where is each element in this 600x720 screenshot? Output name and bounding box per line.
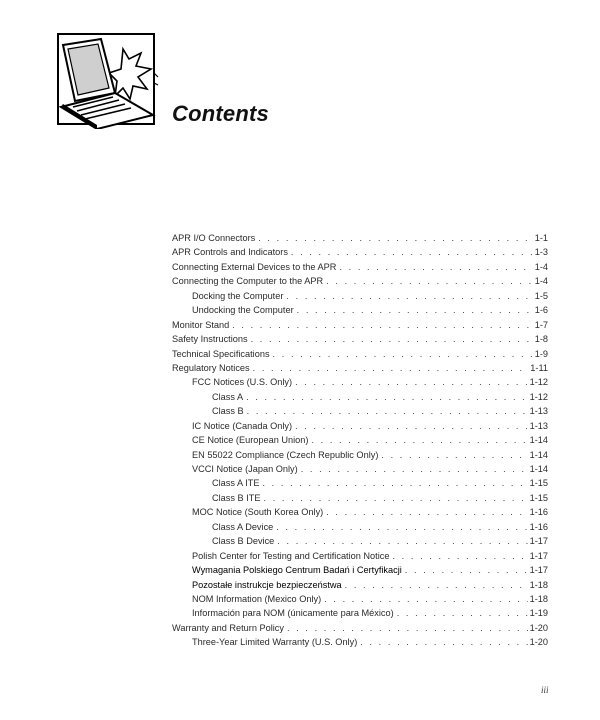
dot-leader bbox=[295, 419, 528, 433]
toc-entry-title: Safety Instructions bbox=[172, 334, 248, 345]
dot-leader bbox=[277, 534, 527, 548]
toc-entry-page: 1-18 bbox=[529, 593, 548, 604]
toc-entry-title: Class A ITE bbox=[212, 478, 260, 489]
dot-leader bbox=[326, 274, 533, 288]
toc-entry-title: Three-Year Limited Warranty (U.S. Only) bbox=[192, 637, 358, 648]
toc-entry-title: APR Controls and Indicators bbox=[172, 247, 288, 258]
dot-leader bbox=[295, 375, 528, 389]
toc-entry-page: 1-5 bbox=[534, 290, 548, 301]
toc-entry-title: NOM Information (Mexico Only) bbox=[192, 593, 322, 604]
dot-leader bbox=[381, 448, 527, 462]
toc-entry-page: 1-14 bbox=[529, 435, 548, 446]
toc-entry[interactable] bbox=[172, 606, 548, 620]
dot-leader bbox=[345, 578, 528, 592]
dot-leader bbox=[324, 592, 527, 606]
toc-entry[interactable] bbox=[172, 347, 548, 361]
toc-entry-page: 1-14 bbox=[529, 464, 548, 474]
toc-entry[interactable] bbox=[172, 231, 548, 245]
toc-entry-title: Regulatory Notices bbox=[172, 362, 250, 373]
toc-entry[interactable] bbox=[172, 491, 548, 505]
toc-entry-page: 1-20 bbox=[529, 637, 548, 648]
toc-entry-title: Wymagania Polskiego Centrum Badań i Certyfikacji bbox=[192, 565, 402, 576]
toc-entry[interactable] bbox=[172, 520, 548, 534]
dot-leader bbox=[273, 347, 533, 361]
toc-entry[interactable] bbox=[172, 476, 548, 490]
toc-entry[interactable] bbox=[172, 433, 548, 447]
toc-entry-title: VCCI Notice (Japan Only) bbox=[192, 464, 298, 474]
dot-leader bbox=[262, 476, 527, 490]
toc-entry-page: 1-15 bbox=[529, 492, 548, 503]
page-title: Contents bbox=[172, 101, 269, 126]
toc-entry[interactable] bbox=[172, 375, 548, 389]
dot-leader bbox=[360, 635, 527, 649]
dot-leader bbox=[397, 606, 528, 620]
toc-entry-title: Connecting the Computer to the APR bbox=[172, 276, 324, 287]
toc-entry-page: 1-12 bbox=[529, 377, 548, 388]
toc-entry[interactable] bbox=[172, 404, 548, 418]
toc-entry[interactable] bbox=[172, 505, 548, 519]
dot-leader bbox=[247, 404, 528, 418]
toc-entry[interactable] bbox=[172, 318, 548, 332]
toc-entry-title: MOC Notice (South Korea Only) bbox=[192, 507, 324, 518]
toc-entry-page: 1-8 bbox=[534, 334, 548, 345]
dot-leader bbox=[246, 390, 527, 404]
toc-entry-page: 1-9 bbox=[534, 348, 548, 359]
dot-leader bbox=[326, 505, 527, 519]
toc-entry[interactable] bbox=[172, 332, 548, 346]
toc-entry-title: Polish Center for Testing and Certification Notice bbox=[192, 550, 390, 561]
toc-entry-page: 1-14 bbox=[529, 449, 548, 460]
dot-leader bbox=[251, 332, 533, 346]
toc-entry-page: 1-17 bbox=[529, 550, 548, 561]
toc-entry-title: Class B bbox=[212, 406, 244, 417]
toc-entry[interactable] bbox=[172, 260, 548, 274]
toc-entry-title: CE Notice (European Union) bbox=[192, 435, 309, 446]
toc-entry[interactable] bbox=[172, 635, 548, 649]
toc-entry-page: 1-19 bbox=[529, 608, 548, 619]
toc-entry[interactable] bbox=[172, 245, 548, 259]
toc-entry-page: 1-12 bbox=[529, 391, 548, 402]
toc-entry-title: Technical Specifications bbox=[172, 348, 270, 359]
toc-entry-title: Undocking the Computer bbox=[192, 305, 294, 316]
dot-leader bbox=[232, 318, 533, 332]
toc-entry-page: 1-4 bbox=[534, 261, 548, 272]
toc-entry[interactable] bbox=[172, 303, 548, 317]
toc-entry[interactable] bbox=[172, 448, 548, 462]
toc-entry-page: 1-20 bbox=[529, 622, 548, 633]
toc-entry-page: 1-16 bbox=[529, 507, 548, 518]
page-number: iii bbox=[541, 685, 549, 695]
toc-entry[interactable] bbox=[172, 592, 548, 606]
dot-leader bbox=[291, 245, 533, 259]
toc-entry-page: 1-6 bbox=[534, 305, 548, 316]
toc-entry-page: 1-18 bbox=[529, 579, 548, 590]
dot-leader bbox=[311, 433, 527, 447]
toc-entry[interactable] bbox=[172, 390, 548, 404]
dot-leader bbox=[253, 361, 529, 375]
toc-entry-page: 1-16 bbox=[529, 521, 548, 532]
toc-entry-page: 1-13 bbox=[529, 420, 548, 431]
dot-leader bbox=[339, 260, 532, 274]
toc-entry[interactable] bbox=[172, 578, 548, 592]
dot-leader bbox=[297, 303, 533, 317]
toc-entry-title: Información para NOM (únicamente para México) bbox=[192, 608, 394, 619]
dot-leader bbox=[258, 231, 532, 245]
toc-entry[interactable] bbox=[172, 563, 548, 577]
toc-entry-page: 1-15 bbox=[529, 478, 548, 489]
toc-entry[interactable] bbox=[172, 419, 548, 433]
toc-entry-title: Class A Device bbox=[212, 521, 274, 532]
toc-entry-title: Monitor Stand bbox=[172, 319, 230, 330]
toc-entry-title: Connecting External Devices to the APR bbox=[172, 261, 337, 272]
toc-entry-title: Docking the Computer bbox=[192, 290, 284, 301]
toc-entry-title: Class A bbox=[212, 391, 244, 402]
toc-entry[interactable] bbox=[172, 289, 548, 303]
dot-leader bbox=[287, 621, 528, 635]
toc-entry[interactable] bbox=[172, 361, 548, 375]
toc-entry-title: APR I/O Connectors bbox=[172, 233, 256, 243]
toc-entry-page: 1-3 bbox=[534, 247, 548, 258]
toc-entry-title: Pozostałe instrukcje bezpieczeństwa bbox=[192, 579, 342, 590]
dot-leader bbox=[286, 289, 532, 303]
toc-entry-page: 1-17 bbox=[529, 565, 548, 576]
toc-entry-page: 1-11 bbox=[530, 362, 548, 373]
toc-entry-title: IC Notice (Canada Only) bbox=[192, 420, 293, 431]
dot-leader bbox=[392, 549, 527, 563]
laptop-icon bbox=[57, 33, 159, 129]
toc-entry-page: 1-1 bbox=[534, 233, 548, 243]
toc-entry-page: 1-4 bbox=[534, 276, 548, 287]
dot-leader bbox=[405, 563, 528, 577]
toc-entry[interactable] bbox=[172, 274, 548, 288]
toc-entry-title: Class B Device bbox=[212, 536, 275, 547]
dot-leader bbox=[276, 520, 527, 534]
dot-leader bbox=[264, 491, 528, 505]
toc-entry-page: 1-13 bbox=[529, 406, 548, 417]
toc-entry-page: 1-17 bbox=[529, 536, 548, 547]
toc-entry-title: Class B ITE bbox=[212, 492, 261, 503]
toc-entry[interactable] bbox=[172, 462, 548, 476]
toc-entry[interactable] bbox=[172, 534, 548, 548]
toc-entry-title: FCC Notices (U.S. Only) bbox=[192, 377, 293, 388]
toc-entry[interactable] bbox=[172, 549, 548, 563]
dot-leader bbox=[301, 462, 528, 476]
toc-entry[interactable] bbox=[172, 621, 548, 635]
toc-entry-page: 1-7 bbox=[534, 319, 548, 330]
toc-entry-title: EN 55022 Compliance (Czech Republic Only) bbox=[192, 449, 379, 460]
table-of-contents bbox=[172, 231, 548, 650]
toc-entry-title: Warranty and Return Policy bbox=[172, 622, 284, 633]
